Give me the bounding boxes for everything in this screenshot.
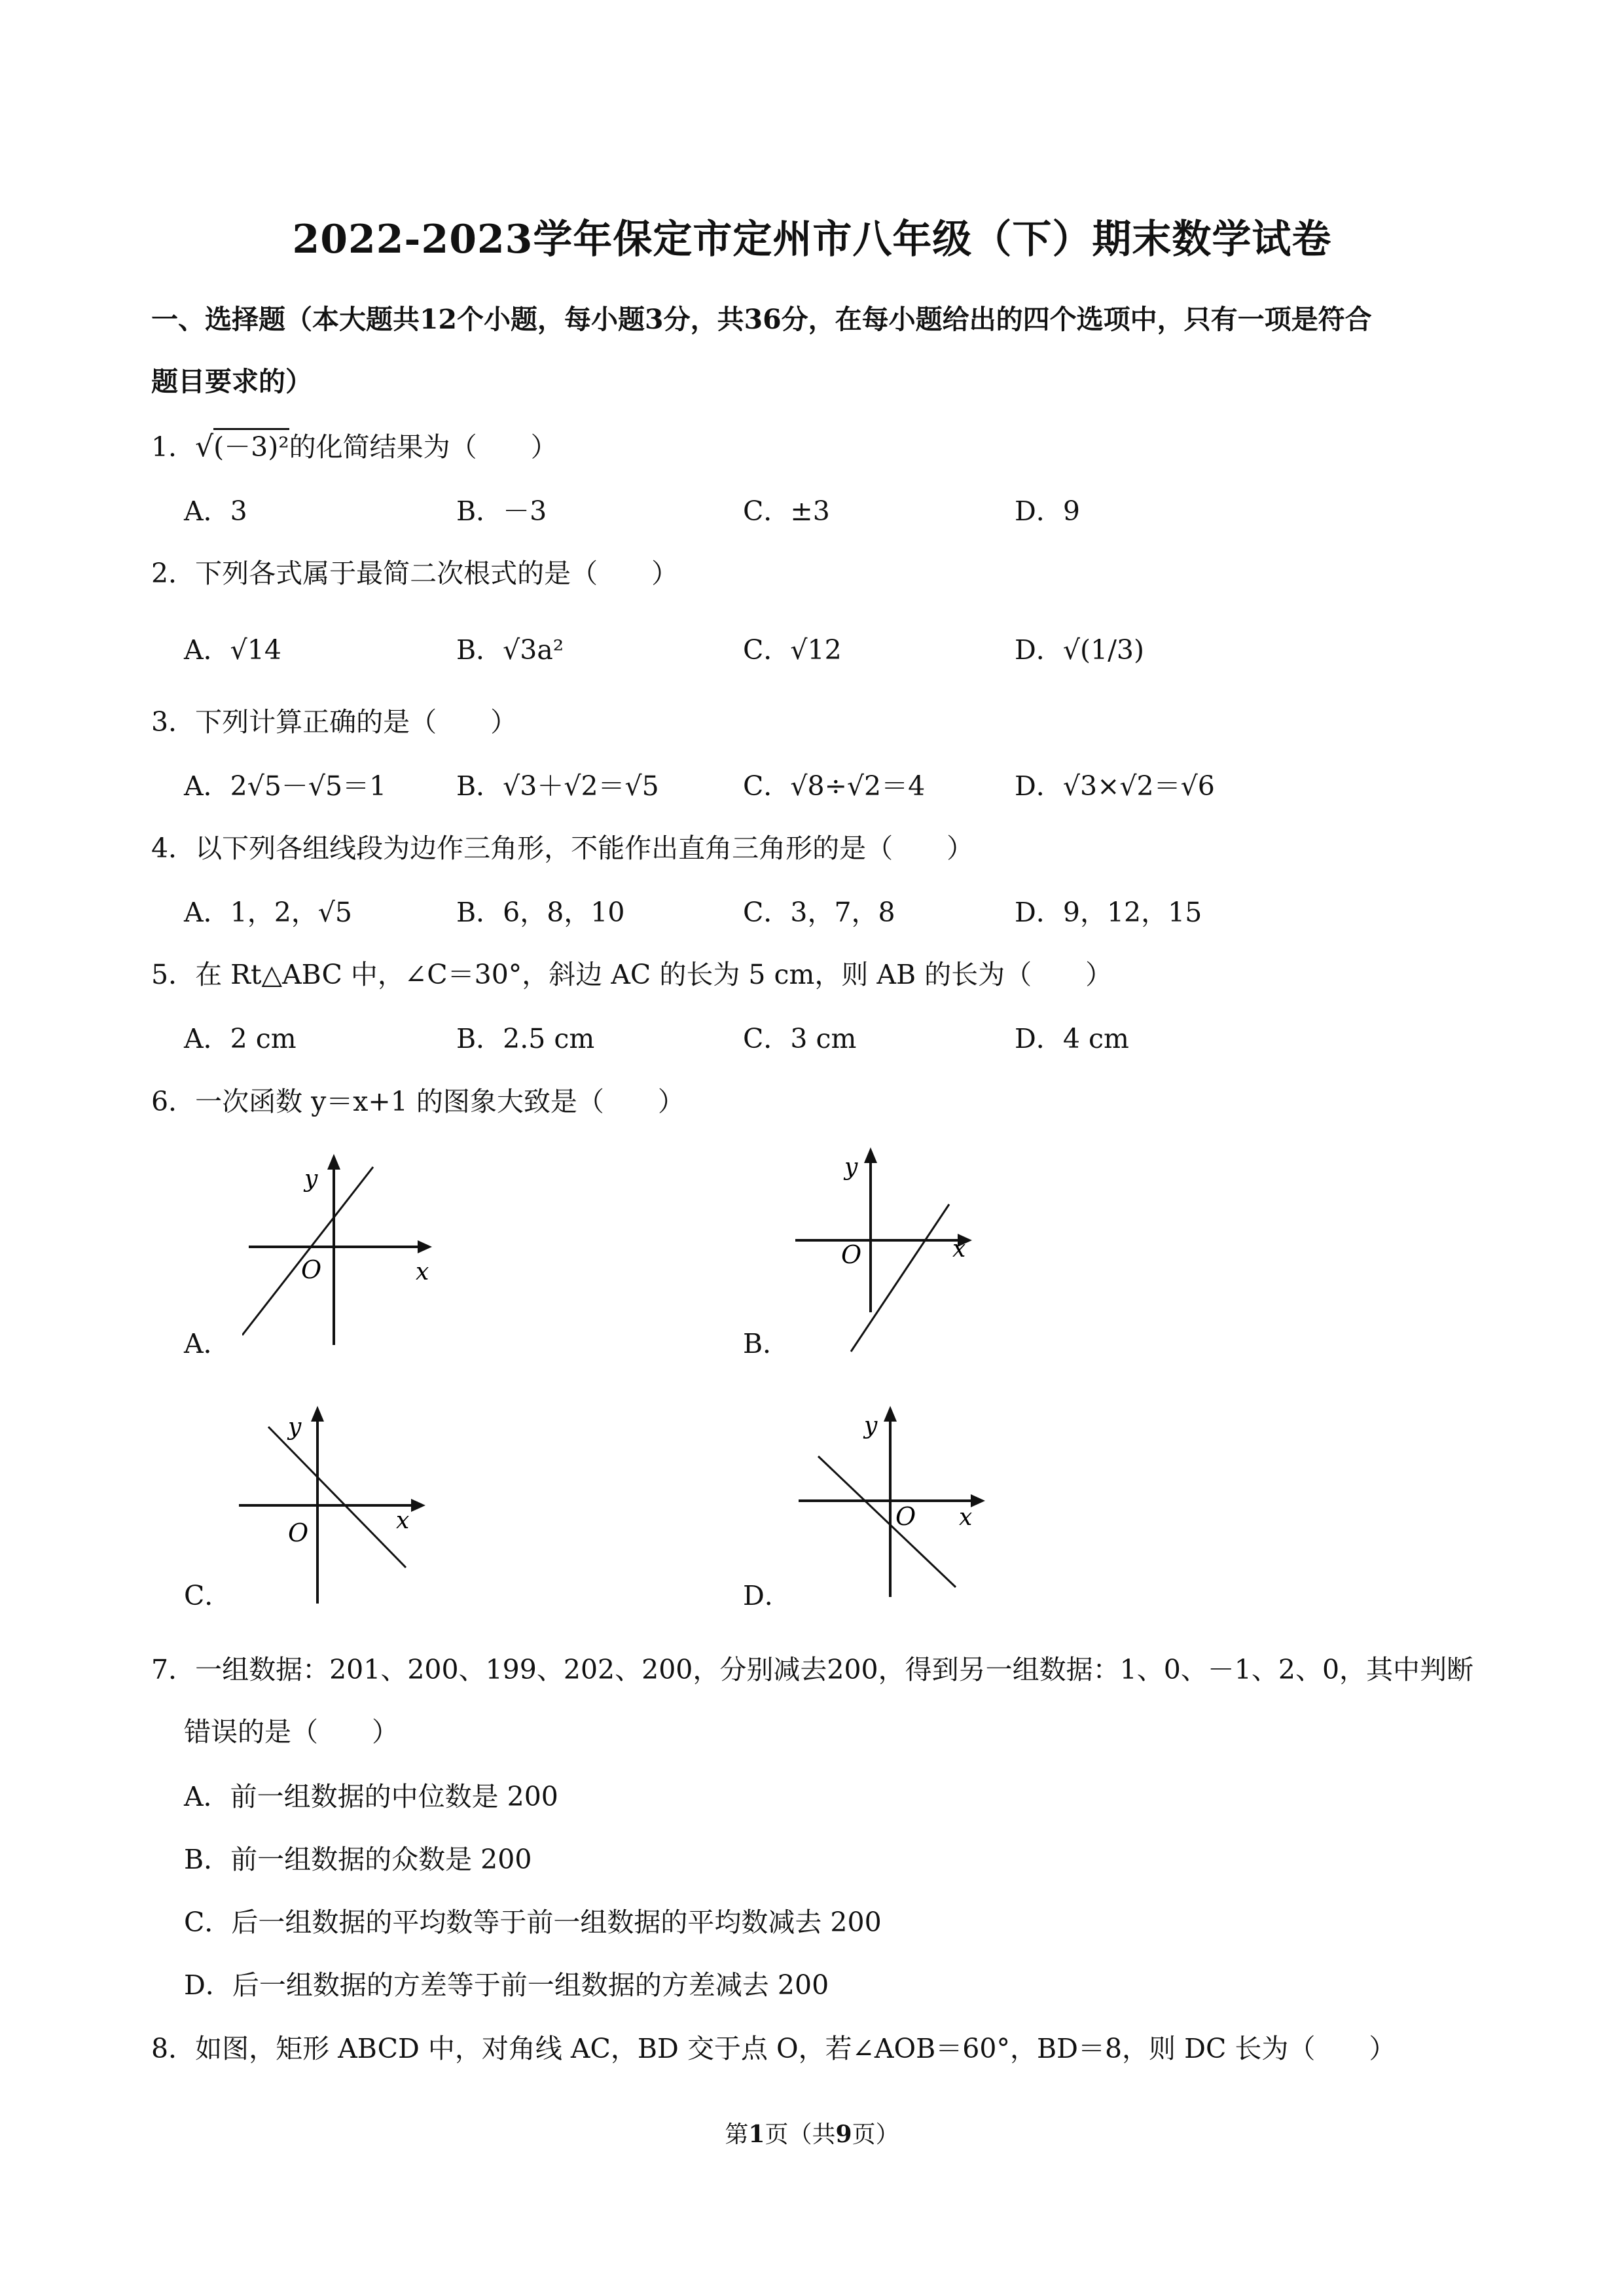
origin-label: O xyxy=(841,1240,862,1269)
y-arrow-icon xyxy=(864,1147,877,1163)
q4-option-b[interactable]: B．6，8，10 xyxy=(456,897,625,928)
page-title: 2022-2023学年保定市定州市八年级（下）期末数学试卷 xyxy=(292,217,1332,262)
y-arrow-icon xyxy=(327,1154,340,1170)
question-6: 6．一次函数 y＝x+1 的图象大致是（ ） xyxy=(151,1086,685,1117)
question-1 xyxy=(151,425,558,464)
question-5: 5．在 Rt△ABC 中，∠C＝30°，斜边 AC 的长为 5 cm，则 AB 的长为（ ） xyxy=(151,959,1113,990)
graph-a[interactable] xyxy=(242,1149,439,1352)
function-line xyxy=(818,1456,956,1587)
q7-option-d[interactable]: D．后一组数据的方差等于前一组数据的方差减去 200 xyxy=(184,1969,829,2001)
q3-option-a[interactable]: A．2√5－√5＝1 xyxy=(184,770,387,802)
x-arrow-icon xyxy=(411,1499,425,1512)
q5-option-a[interactable]: A．2 cm xyxy=(184,1023,297,1054)
q2-option-a[interactable]: A．√14 xyxy=(184,634,281,666)
graph-d[interactable] xyxy=(792,1401,1001,1610)
section-header-cont: 题目要求的） xyxy=(151,366,312,397)
section-header: 一、选择题（本大题共12个小题，每小题3分，共36分，在每小题给出的四个选项中，只有一项是符合 xyxy=(151,304,1372,335)
page-footer xyxy=(0,2116,1624,2149)
graph-c[interactable] xyxy=(232,1401,442,1610)
q7-option-c[interactable]: C．后一组数据的平均数等于前一组数据的平均数减去 200 xyxy=(184,1907,882,1938)
q1-option-c[interactable]: C．±3 xyxy=(743,495,830,527)
q4-option-c[interactable]: C．3，7，8 xyxy=(743,897,895,928)
total-pages: 9 xyxy=(835,2121,852,2148)
footer-prefix: 第 xyxy=(725,2121,749,2148)
question-2: 2．下列各式属于最简二次根式的是（ ） xyxy=(151,558,679,589)
y-label: y xyxy=(844,1154,858,1181)
q2-option-c[interactable]: C．√12 xyxy=(743,634,842,666)
question-7: 7．一组数据：201、200、199、202、200，分别减去200，得到另一组数据：1、0、－1、2、0，其中判断 xyxy=(151,1654,1474,1685)
q2-option-b[interactable]: B．√3a² xyxy=(456,634,564,666)
question-8: 8．如图，矩形 ABCD 中，对角线 AC，BD 交于点 O，若∠AOB＝60°，BD＝8，则 DC 长为（ ） xyxy=(151,2033,1396,2064)
question-7-cont: 错误的是（ ） xyxy=(184,1716,399,1748)
x-label: x xyxy=(416,1259,429,1285)
question-3: 3．下列计算正确的是（ ） xyxy=(151,706,518,738)
q7-option-a[interactable]: A．前一组数据的中位数是 200 xyxy=(184,1781,558,1812)
q3-option-c[interactable]: C．√8÷√2＝4 xyxy=(743,770,926,802)
y-label: y xyxy=(288,1414,302,1441)
footer-suffix: 页） xyxy=(852,2121,899,2148)
function-line xyxy=(851,1204,949,1352)
x-label: x xyxy=(959,1504,973,1531)
sqrt-symbol: √ xyxy=(195,430,214,463)
q6-option-a[interactable]: A． xyxy=(184,1328,230,1359)
q1-option-a[interactable]: A．3 xyxy=(184,495,247,527)
q1-option-d[interactable]: D．9 xyxy=(1015,495,1080,527)
graph-b[interactable] xyxy=(792,1142,988,1358)
q2-option-d[interactable]: D．√(1/3) xyxy=(1015,634,1144,666)
q5-option-c[interactable]: C．3 cm xyxy=(743,1023,857,1054)
origin-label: O xyxy=(895,1502,916,1531)
x-arrow-icon xyxy=(418,1240,432,1253)
q4-option-a[interactable]: A．1，2，√5 xyxy=(184,897,352,928)
y-arrow-icon xyxy=(884,1406,897,1422)
page-number: 1 xyxy=(748,2121,765,2148)
question-1-radicand: (－3)² xyxy=(213,428,289,463)
origin-label: O xyxy=(301,1255,322,1284)
question-1-number: 1． xyxy=(151,431,196,463)
q6-option-c[interactable]: C． xyxy=(184,1580,232,1611)
y-arrow-icon xyxy=(311,1406,324,1422)
x-arrow-icon xyxy=(971,1494,985,1507)
footer-mid: 页（共 xyxy=(765,2121,836,2148)
x-label: x xyxy=(952,1236,966,1263)
q6-option-d[interactable]: D． xyxy=(743,1580,791,1611)
q6-option-b[interactable]: B． xyxy=(743,1328,790,1359)
q5-option-d[interactable]: D．4 cm xyxy=(1015,1023,1129,1054)
q1-option-b[interactable]: B．－3 xyxy=(456,495,547,527)
q4-option-d[interactable]: D．9，12，15 xyxy=(1015,897,1202,928)
x-label: x xyxy=(396,1507,410,1534)
y-label: y xyxy=(864,1412,878,1439)
y-label: y xyxy=(304,1166,318,1193)
q5-option-b[interactable]: B．2.5 cm xyxy=(456,1023,595,1054)
origin-label: O xyxy=(288,1518,309,1547)
q7-option-b[interactable]: B．前一组数据的众数是 200 xyxy=(184,1844,532,1875)
q3-option-b[interactable]: B．√3＋√2＝√5 xyxy=(456,770,659,802)
question-4: 4．以下列各组线段为边作三角形，不能作出直角三角形的是（ ） xyxy=(151,833,974,864)
question-1-stem: 的化简结果为（ ） xyxy=(289,431,558,463)
q3-option-d[interactable]: D．√3×√2＝√6 xyxy=(1015,770,1215,802)
